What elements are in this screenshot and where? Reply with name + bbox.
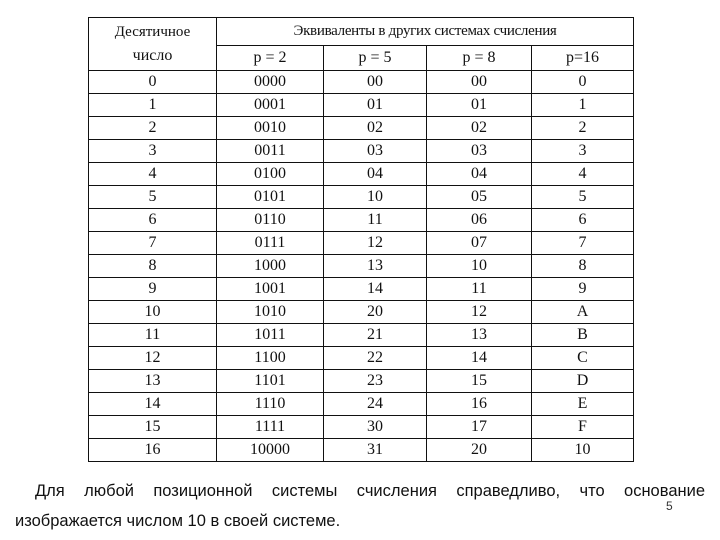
table-cell: 03 — [324, 140, 427, 163]
table-cell: 11 — [324, 209, 427, 232]
table-cell: 17 — [427, 416, 532, 439]
table-cell: 1000 — [217, 255, 324, 278]
table-row — [89, 186, 634, 209]
table-cell: 21 — [324, 324, 427, 347]
table-row — [89, 209, 634, 232]
table-cell: 02 — [324, 117, 427, 140]
table-cell: 10 — [427, 255, 532, 278]
table-row — [89, 232, 634, 255]
table-cell: 14 — [324, 278, 427, 301]
table-cell: 14 — [89, 393, 217, 416]
table-row — [89, 416, 634, 439]
table-cell: 16 — [89, 439, 217, 462]
table-cell: 0001 — [217, 94, 324, 117]
table-cell: B — [532, 324, 634, 347]
table-cell: 20 — [427, 439, 532, 462]
table-row — [89, 439, 634, 462]
table-cell: 0101 — [217, 186, 324, 209]
table-cell: 10 — [89, 301, 217, 324]
table-cell: 5 — [532, 186, 634, 209]
table-cell: 15 — [427, 370, 532, 393]
table-cell: 3 — [89, 140, 217, 163]
table-cell: 13 — [427, 324, 532, 347]
table-cell: 05 — [427, 186, 532, 209]
table-cell: 03 — [427, 140, 532, 163]
table-row — [89, 324, 634, 347]
table-cell: 11 — [89, 324, 217, 347]
table-row — [89, 393, 634, 416]
table-cell: 10 — [532, 439, 634, 462]
table-cell: 1100 — [217, 347, 324, 370]
table-cell: 9 — [89, 278, 217, 301]
table-cell: 8 — [532, 255, 634, 278]
table-cell: 12 — [89, 347, 217, 370]
table-cell: 07 — [427, 232, 532, 255]
table-cell: 16 — [427, 393, 532, 416]
table-cell: 7 — [89, 232, 217, 255]
table-row — [89, 255, 634, 278]
table-cell: 2 — [89, 117, 217, 140]
decimal-header-line2: число — [132, 47, 173, 64]
table-cell: 23 — [324, 370, 427, 393]
table-cell: 0000 — [217, 71, 324, 94]
table-row — [89, 347, 634, 370]
table-cell: 14 — [427, 347, 532, 370]
table-row — [89, 94, 634, 117]
table-cell: 7 — [532, 232, 634, 255]
note-line1: Для любой позиционной системы счисления справедливо, что основание — [35, 482, 705, 500]
table-cell: 6 — [532, 209, 634, 232]
table-cell: 01 — [427, 94, 532, 117]
table-cell: 30 — [324, 416, 427, 439]
table-cell: E — [532, 393, 634, 416]
table-cell: 1111 — [217, 416, 324, 439]
table-row — [89, 370, 634, 393]
table-row — [89, 71, 634, 94]
table-cell: 00 — [324, 71, 427, 94]
table-cell: 06 — [427, 209, 532, 232]
table-cell: 04 — [324, 163, 427, 186]
table-row — [89, 278, 634, 301]
table-cell: 13 — [89, 370, 217, 393]
table-cell: 0110 — [217, 209, 324, 232]
table-cell: 10000 — [217, 439, 324, 462]
table-cell: 1 — [532, 94, 634, 117]
table-cell: D — [532, 370, 634, 393]
table-cell: 4 — [89, 163, 217, 186]
table-cell: 0111 — [217, 232, 324, 255]
table-cell: 1010 — [217, 301, 324, 324]
table-cell: 10 — [324, 186, 427, 209]
table-cell: 22 — [324, 347, 427, 370]
table-cell: A — [532, 301, 634, 324]
table-cell: 3 — [532, 140, 634, 163]
table-cell: 1101 — [217, 370, 324, 393]
table-cell: 15 — [89, 416, 217, 439]
table-row — [89, 117, 634, 140]
decimal-header-line1: Десятичное — [114, 24, 191, 40]
base-header-2: p = 2 — [217, 46, 324, 71]
table-row — [89, 301, 634, 324]
note-line2: изображается числом 10 в своей системе. — [15, 512, 341, 530]
table-cell: 0 — [89, 71, 217, 94]
table-cell: 9 — [532, 278, 634, 301]
page-number: 5 — [666, 499, 673, 513]
base-header-8: p = 8 — [427, 46, 532, 71]
table-cell: 4 — [532, 163, 634, 186]
table-cell: 1011 — [217, 324, 324, 347]
table-cell: 01 — [324, 94, 427, 117]
table-cell: 1 — [89, 94, 217, 117]
table-cell: 0011 — [217, 140, 324, 163]
number-systems-table — [88, 17, 634, 462]
table-cell: C — [532, 347, 634, 370]
table-cell: F — [532, 416, 634, 439]
table-cell: 0100 — [217, 163, 324, 186]
table-cell: 11 — [427, 278, 532, 301]
table-body — [89, 71, 634, 462]
table-cell: 31 — [324, 439, 427, 462]
base-header-16: p=16 — [532, 46, 634, 71]
table-cell: 13 — [324, 255, 427, 278]
decimal-column-header — [89, 18, 217, 71]
table-cell: 1110 — [217, 393, 324, 416]
table-cell: 1001 — [217, 278, 324, 301]
table-cell: 24 — [324, 393, 427, 416]
table-cell: 00 — [427, 71, 532, 94]
table-cell: 2 — [532, 117, 634, 140]
equivalents-header: Эквиваленты в других системах счисления — [217, 18, 634, 46]
table-header — [89, 18, 634, 71]
table-cell: 6 — [89, 209, 217, 232]
table-cell: 0010 — [217, 117, 324, 140]
table-cell: 8 — [89, 255, 217, 278]
table-cell: 04 — [427, 163, 532, 186]
table-cell: 12 — [427, 301, 532, 324]
table-cell: 0 — [532, 71, 634, 94]
table-cell: 12 — [324, 232, 427, 255]
note-text — [15, 478, 705, 534]
table-row — [89, 163, 634, 186]
base-header-5: p = 5 — [324, 46, 427, 71]
table-row — [89, 140, 634, 163]
number-systems-table-container — [88, 17, 633, 462]
table-cell: 20 — [324, 301, 427, 324]
table-cell: 5 — [89, 186, 217, 209]
table-cell: 02 — [427, 117, 532, 140]
